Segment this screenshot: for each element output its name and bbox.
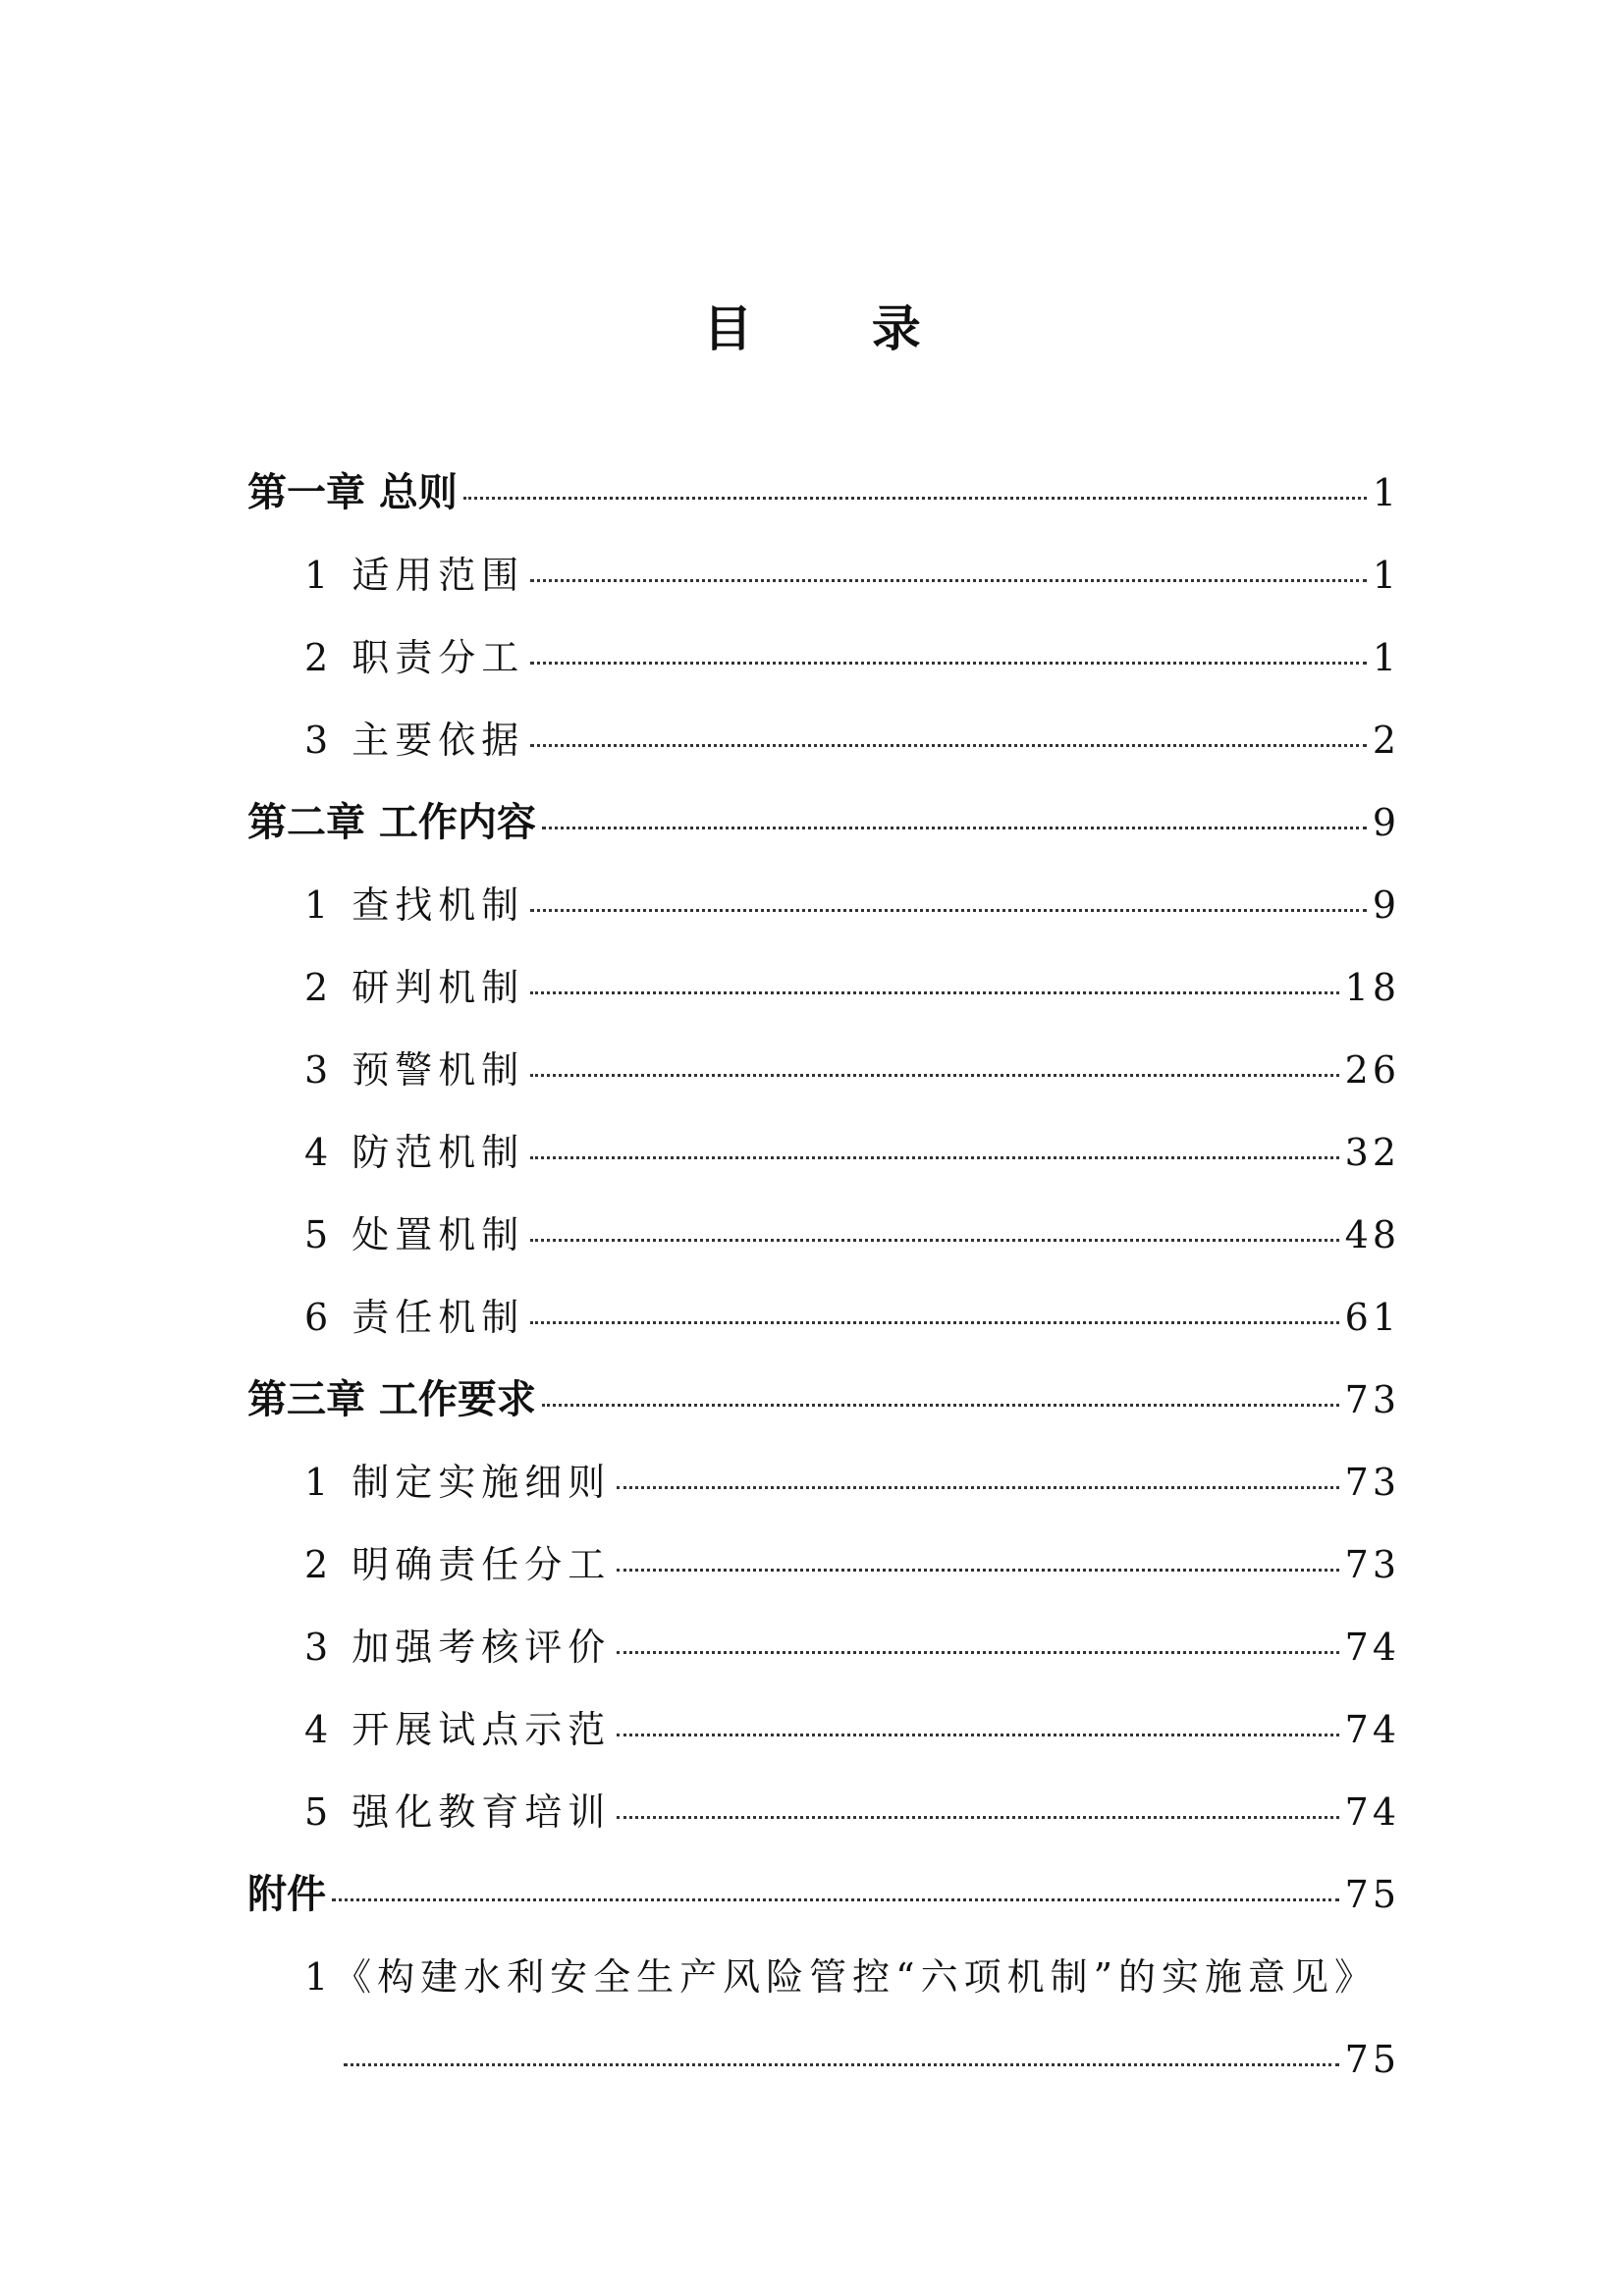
toc-page-number: 32 [1344, 1131, 1400, 1174]
dot-leader [530, 990, 1338, 994]
toc-page-number: 1 [1372, 554, 1400, 597]
toc-label: 第一章 总则 [247, 470, 458, 515]
dot-leader [617, 1815, 1338, 1819]
dot-leader [530, 1155, 1338, 1159]
toc-page-number: 73 [1344, 1378, 1400, 1421]
toc-page-number: 61 [1344, 1296, 1400, 1339]
toc-label: 1 制定实施细则 [304, 1461, 612, 1504]
toc-label: 1 适用范围 [304, 554, 525, 597]
toc-label: 3 加强考核评价 [304, 1626, 612, 1669]
dot-leader [617, 1568, 1338, 1572]
dot-leader [530, 743, 1367, 747]
dot-leader [542, 1403, 1339, 1407]
dot-leader [344, 2062, 1339, 2066]
dot-leader [530, 1238, 1338, 1242]
toc-section[interactable] [247, 1288, 1400, 1370]
toc-chapter-2[interactable] [247, 793, 1400, 876]
toc-section[interactable] [247, 628, 1400, 711]
toc-page-number: 75 [1344, 2038, 1400, 2081]
toc-page-number: 1 [1372, 471, 1400, 514]
toc-label: 5 处置机制 [304, 1213, 525, 1256]
toc-label: 4 开展试点示范 [304, 1708, 612, 1751]
toc-section[interactable] [247, 1453, 1400, 1535]
dot-leader [530, 1320, 1338, 1324]
toc-label: 附件 [247, 1872, 326, 1917]
toc-section[interactable] [247, 958, 1400, 1041]
toc-label: 3 主要依据 [304, 719, 525, 762]
toc-section[interactable] [247, 1700, 1400, 1783]
toc-page-number: 74 [1344, 1626, 1400, 1669]
dot-leader [332, 1897, 1339, 1901]
toc-attachment-page-line[interactable] [247, 2030, 1400, 2112]
toc-label: 5 强化教育培训 [304, 1790, 612, 1834]
toc-section[interactable] [247, 1205, 1400, 1288]
toc-page-number: 1 [1372, 636, 1400, 679]
toc-attachment-title[interactable] [247, 1948, 1400, 2030]
toc-section[interactable] [247, 1535, 1400, 1618]
table-of-contents [247, 463, 1400, 2112]
toc-section[interactable] [247, 1618, 1400, 1700]
toc-page-number: 73 [1344, 1461, 1400, 1504]
toc-page-number: 75 [1344, 1873, 1400, 1916]
toc-section[interactable] [247, 546, 1400, 628]
toc-page-number: 18 [1344, 966, 1400, 1009]
toc-page-number: 74 [1344, 1708, 1400, 1751]
toc-label: 2 职责分工 [304, 636, 525, 679]
dot-leader [617, 1485, 1338, 1489]
toc-section[interactable] [247, 711, 1400, 793]
dot-leader [530, 1073, 1338, 1077]
toc-section[interactable] [247, 876, 1400, 958]
toc-label: 2 明确责任分工 [304, 1543, 612, 1586]
toc-label: 第二章 工作内容 [247, 800, 536, 845]
toc-page-number: 9 [1372, 801, 1400, 844]
dot-leader [542, 826, 1367, 829]
toc-page-number: 2 [1372, 719, 1400, 762]
toc-chapter-3[interactable] [247, 1370, 1400, 1453]
dot-leader [463, 496, 1367, 500]
toc-label: 1 查找机制 [304, 883, 525, 927]
toc-page-number: 9 [1372, 883, 1400, 927]
toc-label: 第三章 工作要求 [247, 1377, 536, 1422]
toc-appendix[interactable] [247, 1865, 1400, 1948]
dot-leader [530, 908, 1367, 912]
toc-page-number: 73 [1344, 1543, 1400, 1586]
toc-page-number: 74 [1344, 1790, 1400, 1834]
toc-label: 2 研判机制 [304, 966, 525, 1009]
dot-leader [530, 661, 1367, 665]
toc-label: 4 防范机制 [304, 1131, 525, 1174]
toc-chapter-1[interactable] [247, 463, 1400, 546]
dot-leader [617, 1733, 1338, 1736]
toc-page-number: 48 [1344, 1213, 1400, 1256]
dot-leader [617, 1650, 1338, 1654]
toc-page-number: 26 [1344, 1048, 1400, 1092]
toc-label: 3 预警机制 [304, 1048, 525, 1092]
toc-section[interactable] [247, 1041, 1400, 1123]
toc-label: 6 责任机制 [304, 1296, 525, 1339]
toc-label: 1《构建水利安全生产风险管控“六项机制”的实施意见》 [304, 1955, 1379, 1999]
dot-leader [530, 578, 1367, 582]
toc-section[interactable] [247, 1123, 1400, 1205]
toc-section[interactable] [247, 1783, 1400, 1865]
page-title: 目 录 [703, 299, 972, 357]
